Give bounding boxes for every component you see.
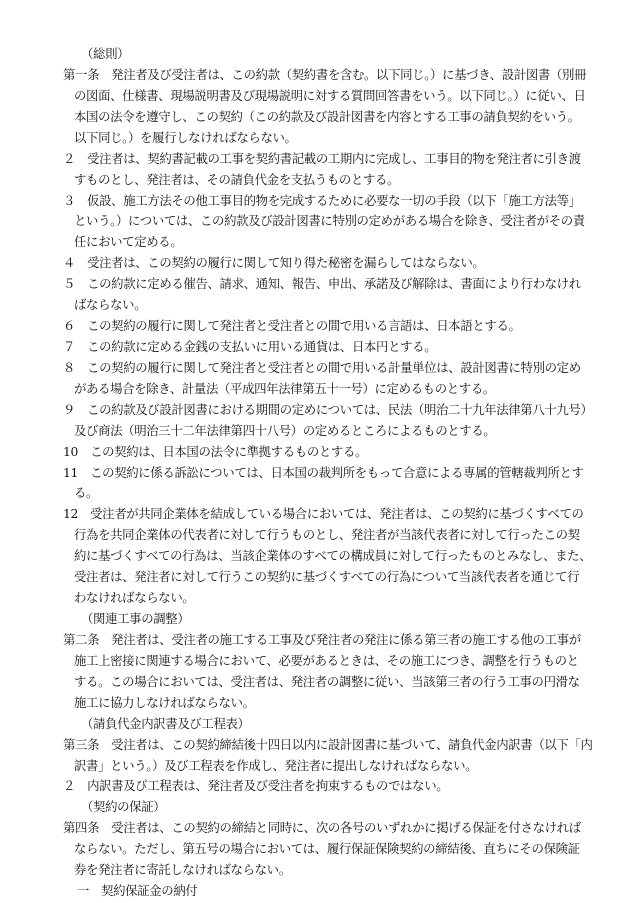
article-4-line: 券を発注者に寄託しなければならない。 (74, 862, 291, 878)
article-1-line: 以下同じ。）を履行しなければならない。 (74, 129, 297, 145)
heading-related-works: （関連工事の調整） (81, 611, 190, 626)
paragraph-6-line: ６ この契約の履行に関して発注者と受注者との間で用いる言語は、日本語とする。 (63, 318, 521, 333)
paragraph-5-line: ５ この約款に定める催告、請求、通知、報告、申出、承諾及び解除は、書面により行わなけれ (63, 276, 581, 292)
article-2-line: する。この場合においては、受注者は、発注者の調整に従い、当該第三者の行う工事の円滑な (74, 673, 580, 689)
article-1-line: の図面、仕様書、現場説明書及び現場説明に対する質問回答書をいう。以下同じ。）に従い、日 (74, 87, 586, 103)
article-4-line: 第四条 受注者は、この契約の締結と同時に、次の各号のいずれかに掲げる保証を付さなければ (63, 820, 581, 836)
heading-contract-guarantee: （契約の保証） (81, 799, 166, 815)
paragraph-8-line: ８ この契約の履行に関して発注者と受注者との間で用いる計量単位は、設計図書に特別の定め (63, 359, 581, 375)
article-1-line: 第一条 発注者及び受注者は、この約款（契約書を含む。以下同じ。）に基づき、設計図書（別冊 (63, 66, 587, 82)
article-4-line: ならない。ただし、第五号の場合においては、履行保証保険契約の締結後、直ちにその保険証 (74, 841, 580, 857)
paragraph-3-line: という。）については、この約款及び設計図書に特別の定めがある場合を除き、受注者がその責 (74, 213, 585, 229)
heading-general-provisions: （総則） (81, 46, 130, 61)
article-3-paragraph-2-line: ２ 内訳書及び工程表は、発注者及び受注者を拘束するものではない。 (63, 778, 449, 794)
article-2-line: 施工上密接に関連する場合において、必要があるときは、その施工につき、調整を行うものと (74, 652, 579, 668)
paragraph-4-line: ４ 受注者は、この契約の履行に関して知り得た秘密を漏らしてはならない。 (63, 255, 485, 271)
paragraph-11-line: 11 この契約に係る訴訟については、日本国の裁判所をもって合意による専属的管轄裁判所とす (63, 464, 584, 480)
article-1-line: 本国の法令を遵守し、この契約（この約款及び設計図書を内容とする工事の請負契約をいう。 (74, 108, 580, 124)
paragraph-3-line: 任において定める。 (74, 234, 183, 250)
paragraph-10-line: 10 この契約は、日本国の法令に準拠するものとする。 (63, 443, 368, 459)
paragraph-12-line: 行為を共同企業体の代表者に対して行うものとし、発注者が当該代表者に対して行ったこの契 (74, 527, 580, 543)
paragraph-2-line: すものとし、発注者は、その請負代金を支払うものとする。 (74, 171, 400, 187)
paragraph-11-line: る。 (74, 485, 99, 501)
paragraph-12-line: 12 受注者が共同企業体を結成している場合においては、発注者は、この契約に基づくすべての (63, 506, 584, 522)
paragraph-7-line: ７ この約款に定める金銭の支払いに用いる通貨は、日本円とする。 (63, 338, 437, 354)
article-2-line: 施工に協力しなければならない。 (74, 694, 255, 710)
paragraph-12-line: 約に基づくすべての行為は、当該企業体のすべての構成員に対して行ったものとみなし、また、 (74, 548, 592, 564)
paragraph-9-line: 及び商法（明治三十二年法律第四十八号）の定めるところによるものとする。 (74, 422, 496, 438)
article-4-item-1-line: 一 契約保証金の納付 (77, 883, 198, 898)
article-3-line: 第三条 受注者は、この契約締結後十四日以内に設計図書に基づいて、請負代金内訳書（以下「内 (63, 736, 593, 752)
paragraph-12-line: 受注者は、発注者に対して行うこの契約に基づくすべての行為について当該代表者を通じて行 (74, 569, 580, 585)
article-2-line: 第二条 発注者は、受注者の施工する工事及び発注者の発注に係る第三者の施工する他の工事が (63, 631, 581, 647)
paragraph-2-line: ２ 受注者は、契約書記載の工事を契約書記載の工期内に完成し、工事目的物を発注者に引き渡 (63, 150, 581, 166)
article-3-line: 訳書」という。）及び工程表を作成し、発注者に提出しなければならない。 (74, 757, 478, 773)
heading-cost-breakdown: （請負代金内訳書及び工程表） (81, 715, 250, 731)
paragraph-9-line: ９ この約款及び設計図書における期間の定めについては、民法（明治二十九年法律第八十九号） (63, 401, 593, 417)
paragraph-3-line: ３ 仮設、施工方法その他工事目的物を完成するために必要な一切の手段（以下「施工方法等」 (63, 192, 581, 208)
paragraph-5-line: ばならない。 (74, 297, 147, 313)
paragraph-12-line: わなければならない。 (74, 590, 195, 605)
paragraph-8-line: がある場合を除き、計量法（平成四年法律第五十一号）に定めるものとする。 (74, 380, 495, 396)
